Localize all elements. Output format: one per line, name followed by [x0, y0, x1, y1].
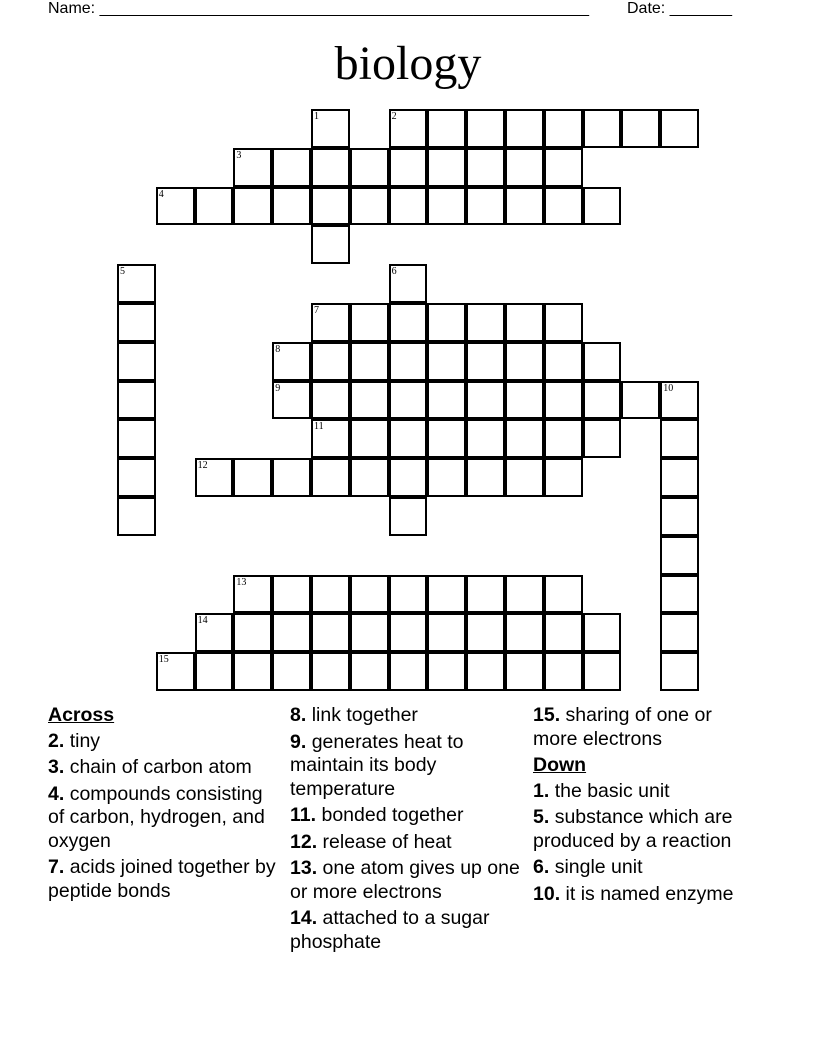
grid-cell[interactable] — [583, 187, 622, 226]
clue-text: link together — [311, 704, 418, 726]
grid-cell[interactable] — [272, 458, 311, 497]
grid-cell[interactable] — [466, 381, 505, 420]
clue-text: the basic unit — [554, 779, 670, 802]
grid-cell[interactable] — [195, 613, 234, 652]
grid-cell[interactable] — [389, 652, 428, 691]
clue-item — [290, 804, 520, 828]
grid-cell[interactable] — [583, 109, 622, 148]
clue-text: attached to a sugar phosphate — [290, 907, 490, 953]
grid-cell[interactable] — [350, 303, 389, 342]
grid-cell[interactable] — [505, 109, 544, 148]
puzzle-title: biology — [334, 37, 482, 90]
clue-number: 9 — [275, 382, 281, 394]
clue-text: sharing of one or more electrons — [533, 704, 712, 750]
grid-cell[interactable] — [544, 109, 583, 148]
grid-cell[interactable] — [311, 458, 350, 497]
clue-number: 8. — [290, 704, 307, 726]
grid-cell[interactable] — [427, 109, 466, 148]
clue-number: 8 — [275, 343, 281, 355]
grid-cell[interactable] — [311, 109, 350, 148]
grid-cell[interactable] — [272, 342, 311, 381]
grid-cell[interactable] — [505, 148, 544, 187]
clue-item — [533, 780, 743, 804]
clue-number: 4. — [48, 782, 65, 805]
grid-cell[interactable] — [350, 575, 389, 614]
date-line: _______ — [669, 0, 732, 17]
clue-text: single unit — [554, 856, 643, 878]
grid-cell[interactable] — [272, 187, 311, 226]
grid-cell[interactable] — [427, 613, 466, 652]
clue-number: 14 — [197, 615, 208, 627]
clue-text: tiny — [69, 729, 101, 752]
clue-text: acids joined together by peptide bonds — [48, 856, 276, 902]
clue-number: 7. — [48, 856, 65, 878]
grid-cell[interactable] — [389, 613, 428, 652]
grid-cell[interactable] — [466, 148, 505, 187]
grid-cell[interactable] — [505, 652, 544, 691]
clue-text: compounds consisting of carbon, hydrogen, and oxygen — [48, 782, 265, 852]
grid-cell[interactable] — [505, 303, 544, 342]
grid-cell[interactable] — [621, 109, 660, 148]
grid-cell[interactable] — [117, 264, 156, 303]
clue-item — [290, 731, 520, 802]
grid-cell[interactable] — [660, 419, 699, 458]
clue-text: generates heat to maintain its body temperature — [290, 730, 464, 800]
clue-number: 7 — [314, 305, 319, 316]
grid-cell[interactable] — [350, 148, 389, 187]
clue-number: 1 — [314, 111, 319, 122]
clue-item — [290, 907, 520, 954]
grid-cell[interactable] — [427, 419, 466, 458]
grid-cell[interactable] — [156, 187, 195, 226]
grid-cell[interactable] — [660, 497, 699, 536]
clue-item — [533, 704, 743, 751]
grid-cell[interactable] — [466, 109, 505, 148]
grid-cell[interactable] — [389, 303, 428, 342]
grid-cell[interactable] — [389, 575, 428, 614]
name-label: Name: — [48, 0, 96, 17]
grid-cell[interactable] — [311, 381, 350, 420]
grid-cell[interactable] — [350, 652, 389, 691]
grid-cell[interactable] — [660, 575, 699, 614]
grid-cell[interactable] — [466, 652, 505, 691]
grid-cell[interactable] — [311, 652, 350, 691]
date-label: Date: — [627, 0, 666, 17]
grid-cell[interactable] — [427, 458, 466, 497]
clue-number: 13 — [236, 576, 247, 588]
grid-cell[interactable] — [427, 342, 466, 381]
clue-text: one atom gives up one or more electrons — [290, 857, 520, 903]
grid-cell[interactable] — [505, 575, 544, 614]
grid-cell[interactable] — [272, 148, 311, 187]
clue-item — [533, 856, 743, 880]
clue-number: 2 — [391, 111, 397, 122]
grid-cell[interactable] — [117, 458, 156, 497]
clues-column-1 — [48, 704, 278, 906]
grid-cell[interactable] — [117, 497, 156, 536]
grid-cell[interactable] — [505, 381, 544, 420]
clue-text: bonded together — [321, 804, 464, 826]
clue-number: 5. — [533, 806, 550, 828]
clue-number: 5 — [120, 266, 125, 278]
grid-cell[interactable] — [350, 458, 389, 497]
clue-text: chain of carbon atom — [69, 756, 252, 778]
grid-cell[interactable] — [466, 575, 505, 614]
grid-cell[interactable] — [233, 652, 272, 691]
grid-cell[interactable] — [660, 458, 699, 497]
clue-number: 12 — [197, 460, 208, 472]
grid-cell[interactable] — [544, 613, 583, 652]
grid-cell[interactable] — [466, 419, 505, 458]
grid-cell[interactable] — [505, 342, 544, 381]
grid-cell[interactable] — [427, 148, 466, 187]
clue-number: 3 — [236, 149, 242, 161]
clue-text: release of heat — [322, 830, 452, 853]
grid-cell[interactable] — [311, 613, 350, 652]
grid-cell[interactable] — [583, 419, 622, 458]
grid-cell[interactable] — [272, 652, 311, 691]
date-field — [627, 0, 732, 18]
grid-cell[interactable] — [427, 575, 466, 614]
grid-cell[interactable] — [311, 148, 350, 187]
down-heading: Down — [533, 754, 587, 776]
grid-cell[interactable] — [350, 187, 389, 226]
clues-column-2 — [290, 704, 520, 957]
grid-cell[interactable] — [389, 148, 428, 187]
grid-cell[interactable] — [427, 303, 466, 342]
grid-cell[interactable] — [117, 303, 156, 342]
grid-cell[interactable] — [350, 419, 389, 458]
clue-text: it is named enzyme — [565, 882, 734, 905]
grid-cell[interactable] — [466, 458, 505, 497]
grid-cell[interactable] — [660, 536, 699, 575]
grid-cell[interactable] — [505, 458, 544, 497]
grid-cell[interactable] — [233, 575, 272, 614]
grid-cell[interactable] — [117, 419, 156, 458]
grid-cell[interactable] — [311, 303, 350, 342]
grid-cell[interactable] — [466, 613, 505, 652]
grid-cell[interactable] — [427, 381, 466, 420]
grid-cell[interactable] — [544, 381, 583, 420]
grid-cell[interactable] — [389, 381, 428, 420]
grid-cell[interactable] — [583, 381, 622, 420]
grid-cell[interactable] — [660, 613, 699, 652]
grid-cell[interactable] — [350, 342, 389, 381]
grid-cell[interactable] — [311, 575, 350, 614]
grid-cell[interactable] — [389, 342, 428, 381]
grid-cell[interactable] — [583, 652, 622, 691]
clue-item — [533, 883, 743, 907]
grid-cell[interactable] — [311, 419, 350, 458]
clue-number: 6 — [391, 266, 397, 278]
grid-cell[interactable] — [233, 458, 272, 497]
clue-item — [290, 857, 520, 904]
clue-number: 15 — [158, 654, 169, 666]
clue-number: 12. — [290, 830, 318, 853]
name-line: _______________________________________________________ — [99, 0, 589, 17]
grid-cell[interactable] — [233, 613, 272, 652]
grid-cell[interactable] — [272, 613, 311, 652]
grid-cell[interactable] — [505, 187, 544, 226]
grid-cell[interactable] — [350, 613, 389, 652]
grid-cell[interactable] — [427, 652, 466, 691]
grid-cell[interactable] — [544, 148, 583, 187]
grid-cell[interactable] — [389, 458, 428, 497]
grid-cell[interactable] — [389, 264, 428, 303]
clue-number: 11. — [290, 804, 317, 826]
grid-cell[interactable] — [544, 342, 583, 381]
clue-number: 3. — [48, 756, 65, 778]
grid-cell[interactable] — [350, 381, 389, 420]
grid-cell[interactable] — [272, 575, 311, 614]
clue-item — [48, 783, 278, 854]
grid-cell[interactable] — [427, 187, 466, 226]
grid-cell[interactable] — [389, 419, 428, 458]
grid-cell[interactable] — [389, 497, 428, 536]
grid-cell[interactable] — [117, 381, 156, 420]
clue-number: 15. — [533, 704, 561, 726]
clue-item — [533, 806, 743, 853]
clue-number: 1. — [533, 779, 550, 802]
clue-item — [48, 730, 278, 754]
clue-number: 9. — [290, 730, 307, 753]
clue-item — [290, 831, 520, 855]
clue-number: 14. — [290, 907, 318, 929]
grid-cell[interactable] — [544, 652, 583, 691]
grid-cell[interactable] — [156, 652, 195, 691]
clue-item — [48, 856, 278, 903]
name-field — [48, 0, 589, 18]
grid-cell[interactable] — [195, 458, 234, 497]
clue-item — [290, 704, 520, 728]
grid-cell[interactable] — [544, 458, 583, 497]
grid-cell[interactable] — [233, 187, 272, 226]
grid-cell[interactable] — [544, 419, 583, 458]
clue-number: 13. — [290, 857, 318, 879]
grid-cell[interactable] — [505, 613, 544, 652]
clues-column-3 — [533, 704, 743, 909]
clue-number: 4 — [158, 188, 164, 200]
clue-number: 10. — [533, 882, 561, 905]
grid-cell[interactable] — [389, 187, 428, 226]
clue-text: substance which are produced by a reaction — [533, 806, 733, 852]
grid-cell[interactable] — [660, 652, 699, 691]
grid-cell[interactable] — [544, 575, 583, 614]
grid-cell[interactable] — [117, 342, 156, 381]
grid-cell[interactable] — [311, 342, 350, 381]
grid-cell[interactable] — [466, 303, 505, 342]
grid-cell[interactable] — [195, 652, 234, 691]
grid-cell[interactable] — [466, 342, 505, 381]
grid-cell[interactable] — [544, 303, 583, 342]
clue-item — [48, 756, 278, 780]
grid-cell[interactable] — [621, 381, 660, 420]
grid-cell[interactable] — [233, 148, 272, 187]
grid-cell[interactable] — [311, 187, 350, 226]
grid-cell[interactable] — [389, 109, 428, 148]
grid-cell[interactable] — [466, 187, 505, 226]
grid-cell[interactable] — [660, 109, 699, 148]
across-heading: Across — [48, 704, 115, 726]
clue-number: 6. — [533, 856, 550, 878]
grid-cell[interactable] — [660, 381, 699, 420]
clue-number: 10 — [663, 382, 674, 394]
grid-cell[interactable] — [544, 187, 583, 226]
grid-cell[interactable] — [583, 342, 622, 381]
grid-cell[interactable] — [583, 613, 622, 652]
clue-number: 11 — [314, 421, 324, 433]
grid-cell[interactable] — [195, 187, 234, 226]
grid-cell[interactable] — [272, 381, 311, 420]
grid-cell[interactable] — [505, 419, 544, 458]
clue-number: 2. — [48, 729, 65, 752]
grid-cell[interactable] — [311, 225, 350, 264]
